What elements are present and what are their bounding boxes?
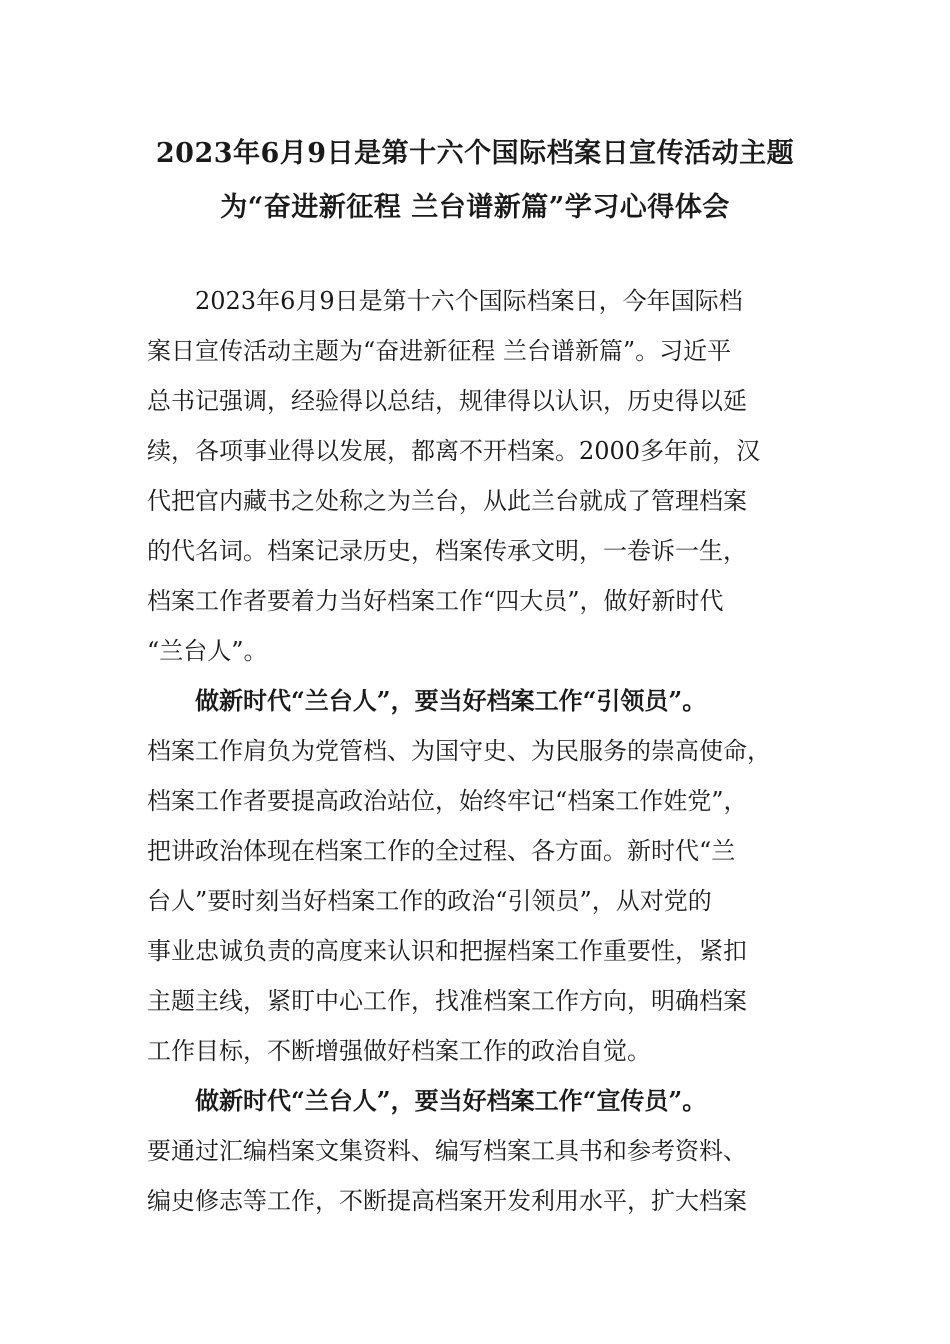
paragraph-line: 档案工作者要提高政治站位，始终牢记“档案工作姓党”， bbox=[147, 787, 748, 815]
document-title bbox=[130, 127, 820, 235]
paragraph-line: 总书记强调，经验得以总结，规律得以认识，历史得以延 bbox=[147, 387, 747, 415]
paragraph-line: 案日宣传活动主题为“奋进新征程 兰台谱新篇”。习近平 bbox=[147, 337, 732, 365]
paragraph-line: 要通过汇编档案文集资料、编写档案工具书和参考资料、 bbox=[147, 1137, 747, 1165]
paragraph-line: 台人”要时刻当好档案工作的政治“引领员”，从对党的 bbox=[147, 887, 712, 915]
paragraph-line: “兰台人”。 bbox=[147, 637, 268, 665]
paragraph-line: 事业忠诚负责的高度来认识和把握档案工作重要性，紧扣 bbox=[147, 937, 747, 965]
paragraph-line: 2023年6月9日是第十六个国际档案日，今年国际档 bbox=[195, 287, 743, 315]
section-heading: 做新时代“兰台人”，要当好档案工作“引领员”。 bbox=[195, 686, 707, 715]
section-heading: 做新时代“兰台人”，要当好档案工作“宣传员”。 bbox=[195, 1086, 707, 1115]
title-line-2: 为“奋进新征程 兰台谱新篇”学习心得体会 bbox=[220, 192, 730, 223]
document-body bbox=[147, 276, 807, 1226]
paragraph-line: 工作目标，不断增强做好档案工作的政治自觉。 bbox=[147, 1037, 651, 1065]
paragraph-line: 编史修志等工作，不断提高档案开发利用水平，扩大档案 bbox=[147, 1187, 747, 1215]
title-line-1: 2023年6月9日是第十六个国际档案日宣传活动主题 bbox=[155, 138, 795, 169]
paragraph-line: 档案工作者要着力当好档案工作“四大员”，做好新时代 bbox=[147, 587, 724, 615]
paragraph-line: 把讲政治体现在档案工作的全过程、各方面。新时代“兰 bbox=[147, 837, 736, 865]
paragraph-line: 续，各项事业得以发展，都离不开档案。2000多年前，汉 bbox=[147, 437, 761, 465]
paragraph-line: 主题主线，紧盯中心工作，找准档案工作方向，明确档案 bbox=[147, 987, 747, 1015]
paragraph-line: 的代名词。档案记录历史，档案传承文明，一卷诉一生， bbox=[147, 537, 747, 565]
paragraph-line: 代把官内藏书之处称之为兰台，从此兰台就成了管理档案 bbox=[147, 487, 747, 515]
paragraph-line: 档案工作肩负为党管档、为国守史、为民服务的崇高使命， bbox=[147, 737, 771, 765]
